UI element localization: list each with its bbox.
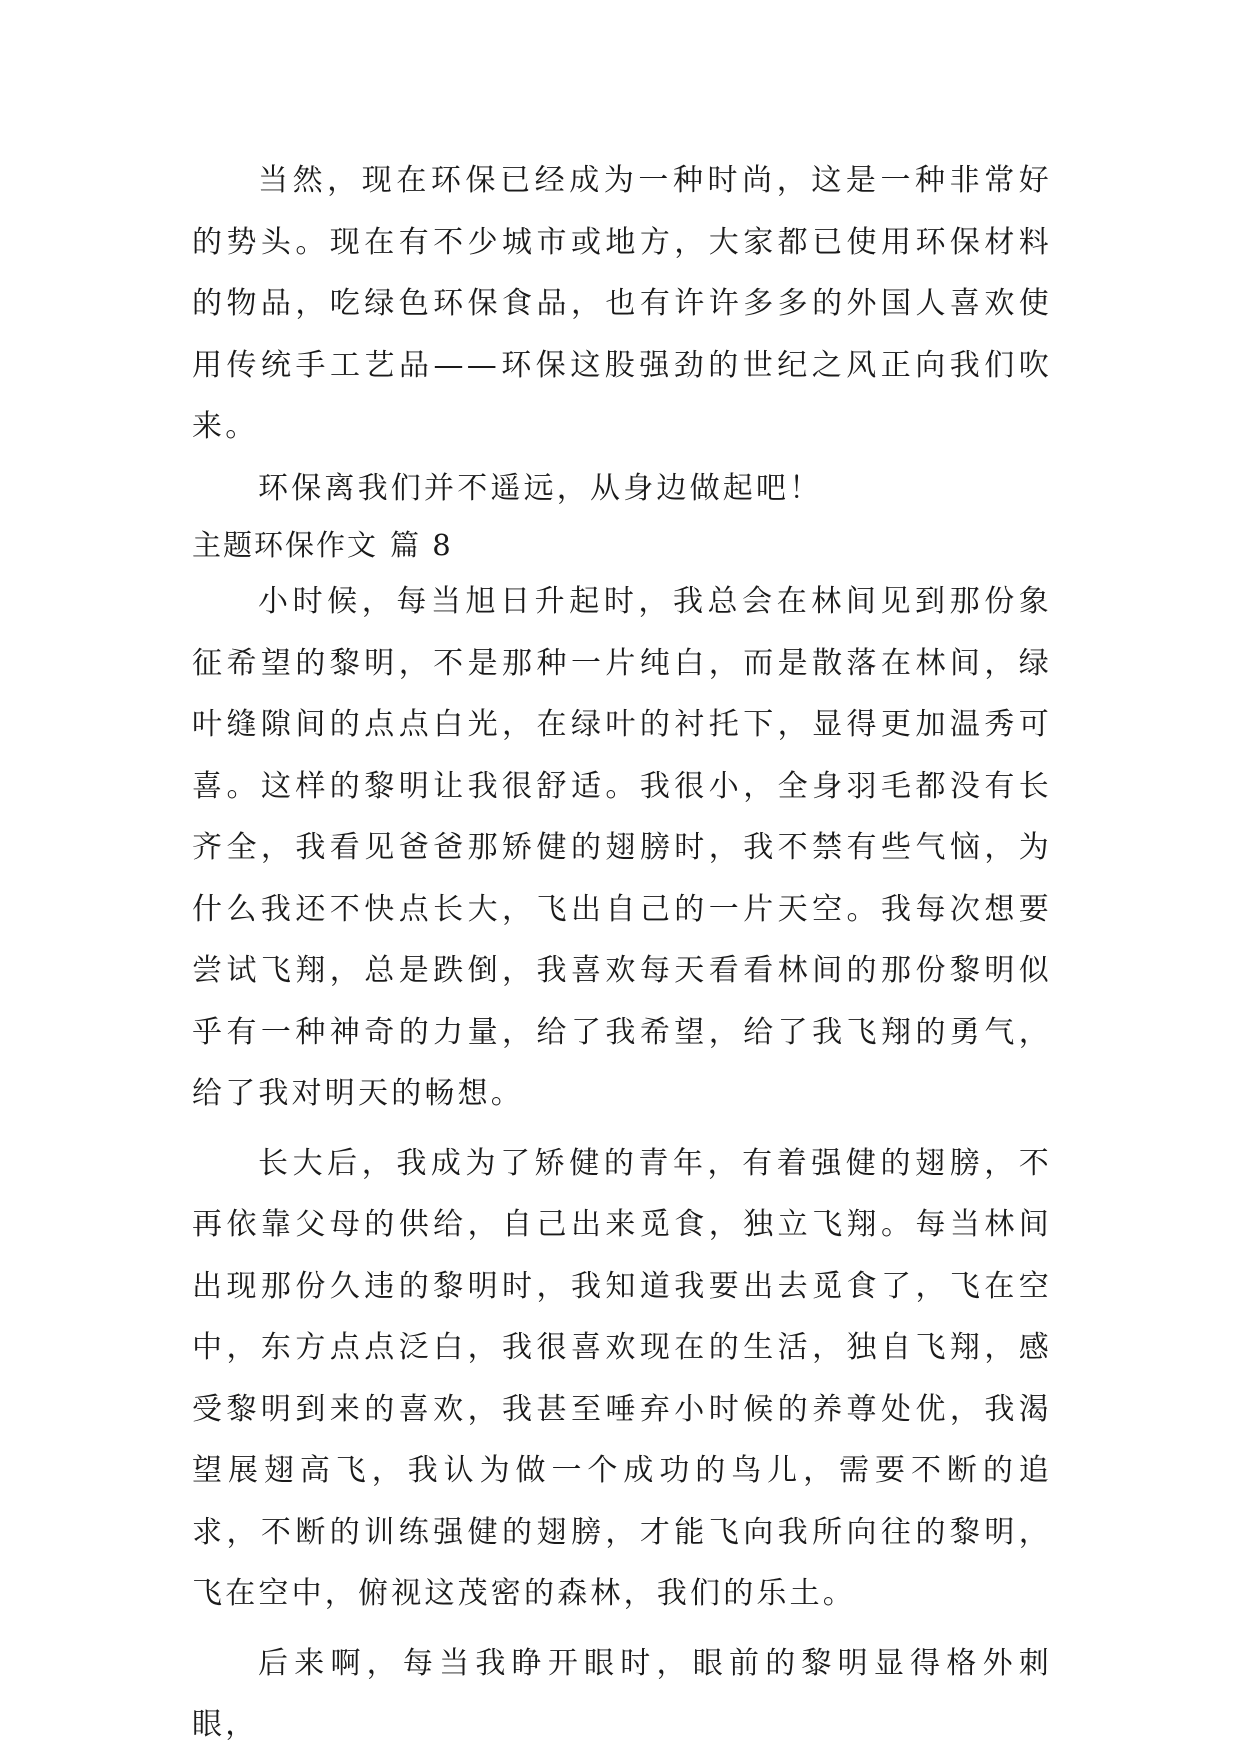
document-body [192,150,1052,1756]
paragraph: 小时候，每当旭日升起时，我总会在林间见到那份象征希望的黎明，不是那种一片纯白，而是散落在林间，绿叶缝隙间的点点白光，在绿叶的衬托下，显得更加温秀可喜。这样的黎明让我很舒适。我很小，全身羽毛都没有长齐全，我看见爸爸那矫健的翅膀时，我不禁有些气恼，为什么我还不快点长大，飞出自己的一片天空。我每次想要尝试飞翔，总是跌倒，我喜欢每天看看林间的那份黎明似乎有一种神奇的力量，给了我希望，给了我飞翔的勇气，给了我对明天的畅想。 [192,584,1052,1111]
paragraph: 环保离我们并不遥远，从身边做起吧！ [258,470,823,506]
heading-title: 主题环保作文 [192,528,379,562]
paragraph: 长大后，我成为了矫健的青年，有着强健的翅膀，不再依靠父母的供给，自己出来觅食，独立飞翔。每当林间出现那份久违的黎明时，我知道我要出去觅食了，飞在空中，东方点点泛白，我很喜欢现在的生活，独自飞翔，感受黎明到来的喜欢，我甚至唾弃小时候的养尊处优，我渴望展翅高飞，我认为做一个成功的鸟儿，需要不断的追求，不断的训练强健的翅膀，才能飞向我所向往的黎明，飞在空中，俯视这茂密的森林，我们的乐土。 [192,1145,1052,1611]
paragraph: 当然，现在环保已经成为一种时尚，这是一种非常好的势头。现在有不少城市或地方，大家都已使用环保材料的物品，吃绿色环保食品，也有许许多多的外国人喜欢使用传统手工艺品——环保这股强劲的世纪之风正向我们吹来。 [192,163,1052,444]
paragraph: 后来啊，每当我睁开眼时，眼前的黎明显得格外刺眼， [192,1645,1052,1742]
section-heading [192,519,1052,571]
heading-label: 篇 8 [390,528,453,562]
